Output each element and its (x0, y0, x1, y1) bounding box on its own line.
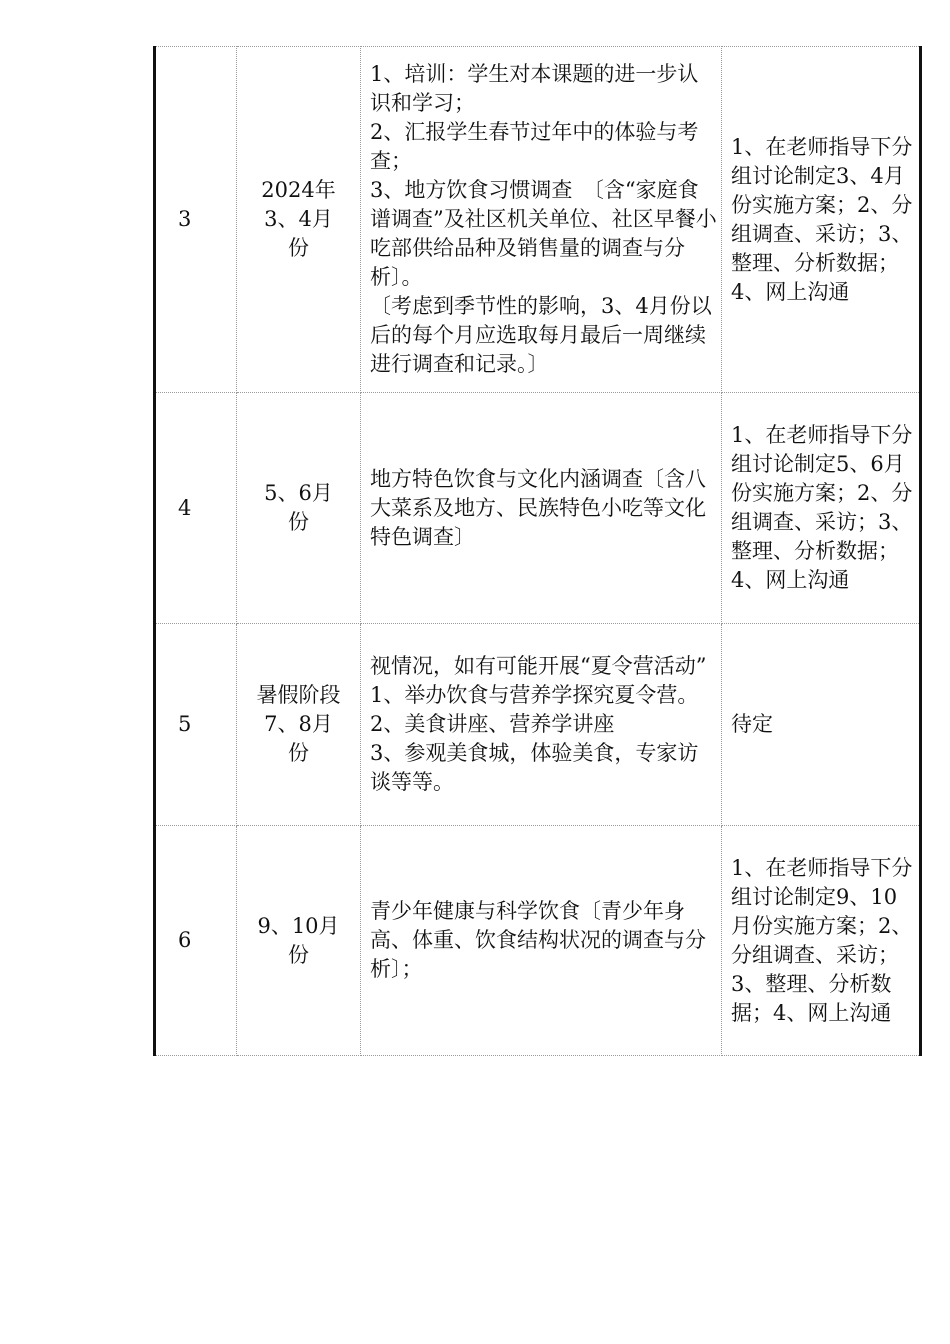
row-number: 5 (155, 624, 237, 826)
content-line: 2、美食讲座、营养学讲座 (370, 712, 615, 736)
activity-plan-table (153, 46, 922, 1056)
time-line: 5、6月 (264, 481, 333, 505)
content-cell (361, 393, 722, 624)
method-cell: 待定 (722, 624, 921, 826)
content-line: 3、参观美食城，体验美食，专家访谈等等。 (370, 741, 699, 794)
time-cell (237, 826, 361, 1056)
time-line: 份 (288, 741, 309, 765)
row-number: 3 (155, 47, 237, 393)
content-cell (361, 624, 722, 826)
time-line: 2024年 (261, 178, 336, 202)
content-line: 〔考虑到季节性的影响，3、4月份以后的每个月应选取每月最后一周继续进行调查和记录。〕 (370, 294, 712, 376)
row-number: 6 (155, 826, 237, 1056)
content-line: 1、举办饮食与营养学探究夏令营。 (370, 683, 699, 707)
content-line: 青少年健康与科学饮食〔青少年身高、体重、饮食结构状况的调查与分析〕； (370, 899, 706, 981)
time-line: 3、4月 (264, 207, 333, 231)
time-line: 暑假阶段 (256, 683, 341, 707)
table-row (155, 826, 921, 1056)
content-line: 地方特色饮食与文化内涵调查〔含八大菜系及地方、民族特色小吃等文化特色调查〕 (370, 466, 706, 549)
content-line: 1、培训：学生对本课题的进一步认识和学习； (370, 62, 699, 115)
time-line: 9、10月 (257, 913, 340, 938)
table-row (155, 47, 921, 393)
time-cell (237, 393, 361, 624)
content-line: 3、地方饮食习惯调查 〔含“家庭食谱调查”及社区机关单位、社区早餐小吃部供给品种及销售量的调查与分析〕。 (370, 178, 717, 289)
content-line: 2、汇报学生春节过年中的体验与考查； (370, 120, 699, 173)
time-line: 7、8月 (264, 712, 333, 736)
table-row (155, 624, 921, 826)
method-cell: 1、在老师指导下分组讨论制定5、6月份实施方案；2、分组调查、采访；3、整理、分析数据；4、网上沟通 (722, 393, 921, 624)
time-line: 份 (288, 236, 309, 260)
content-cell (361, 47, 722, 393)
time-cell (237, 624, 361, 826)
method-cell: 1、在老师指导下分组讨论制定3、4月份实施方案；2、分组调查、采访；3、整理、分析数据；4、网上沟通 (722, 47, 921, 393)
method-cell: 1、在老师指导下分组讨论制定9、10月份实施方案；2、分组调查、采访；3、整理、分析数据；4、网上沟通 (722, 826, 921, 1056)
content-line: 视情况，如有可能开展“夏令营活动” (370, 654, 707, 678)
content-cell (361, 826, 722, 1056)
time-line: 份 (288, 942, 309, 967)
table-row (155, 393, 921, 624)
time-cell (237, 47, 361, 393)
time-line: 份 (288, 510, 309, 534)
row-number: 4 (155, 393, 237, 624)
